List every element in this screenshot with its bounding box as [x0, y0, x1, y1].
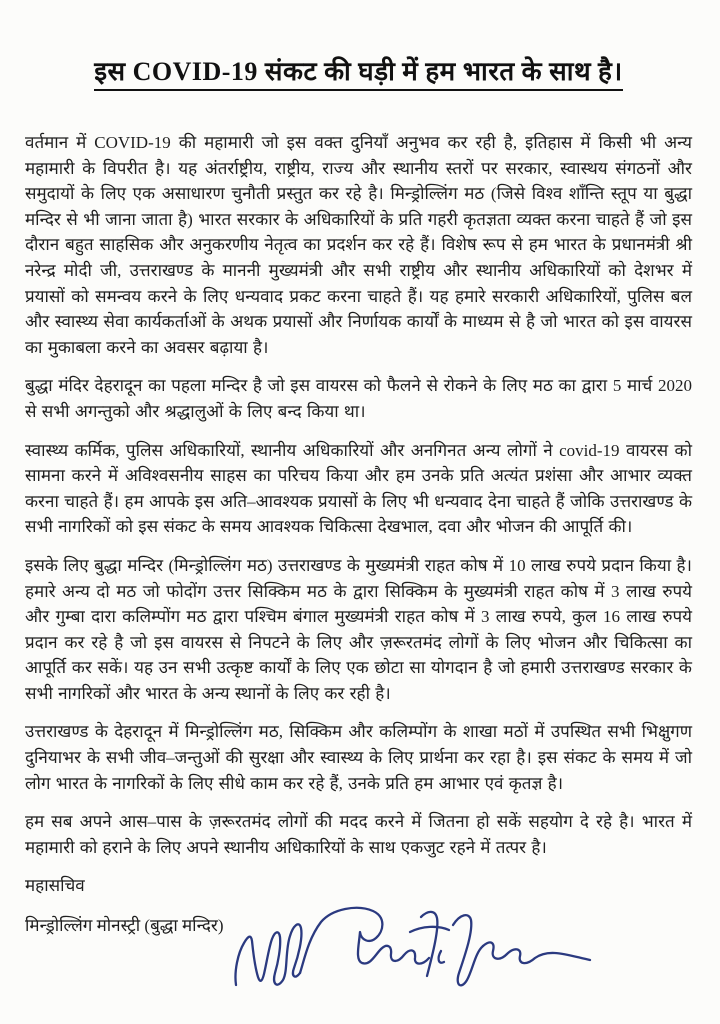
letter-paragraph-6: हम सब अपने आस–पास के ज़रूरतमंद लोगों की मदद करने में जितना हो सकें सहयोग दे रहे है। भारत में महामारी को हराने के लिए अपने स्थानीय अधिकारियों के साथ एकजुट रहने में तत्पर है। [25, 812, 692, 857]
signoff-role: महासचिव [25, 876, 85, 896]
letter-paragraph-5: उत्तराखण्ड के देहरादून में मिन्ड्रोल्लिंग मठ, सिक्किम और कलिम्पोंग के शाखा मठों में उपस्थित सभी भिक्षुगण दुनियाभर के सभी जीव–जन्तुओं की सुरक्षा और स्वास्थ्य के लिए प्रार्थना कर रहा है। इस संकट के समय में जो लोग भारत के नागरिकों के लिए सीधे काम कर रहे हैं, उनके प्रति हम आभार एवं कृतज्ञ है। [25, 722, 692, 793]
letter-title [25, 52, 692, 88]
letter-paragraph-1: वर्तमान में COVID-19 की महामारी जो इस वक्त दुनियाँ अनुभव कर रही है, इतिहास में किसी भी अन्य महामारी के विपरीत है। यह अंतर्राष्ट्रीय, राष्ट्रीय, राज्य और स्थानीय स्तरों पर सरकार, स्वास्थय संगठनों और समुदायों के लिए एक असाधारण चुनौती प्रस्तुत कर रहे है। मिन्ड्रोल्लिंग मठ (जिसे विश्व शाँन्ति स्तूप या बुद्धा मन्दिर से भी जाना जाता है) भारत सरकार के अधिकारियों के प्रति गहरी कृतज्ञता व्यक्त करना चाहते हैं जो इस दौरान बहुत साहसिक और अनुकरणीय नेतृत्व का प्रदर्शन कर रहे हैं। विशेष रूप से हम भारत के प्रधानमंत्री श्री नरेन्द्र मोदी जी, उत्तराखण्ड के माननी मुख्यमंत्री और सभी राष्ट्रीय और स्थानीय अधिकारियों को देशभर में प्रयासों को समन्वय करने के लिए धन्यवाद प्रकट करना चाहते हैं। यह हमारे सरकारी अधिकारियों, पुलिस बल और स्वास्थ्य सेवा कार्यकर्ताओं के अथक प्रयासों और निर्णायक कार्यों के माध्यम से है जो भारत को इस वायरस का मुकाबला करने का अवसर बढ़ाया है। [25, 133, 692, 357]
letter-paragraph-3: स्वास्थ्य कर्मिक, पुलिस अधिकारियों, स्थानीय अधिकारियों और अनगिनत अन्य लोगों ने covid-19 वायरस को सामना करने में अविश्वसनीय साहस का परिचय किया और हम उनके प्रति अत्यंत प्रशंसा और आभार व्यक्त करना चाहते हैं। हम आपके इस अति–आवश्यक प्रयासों के लिए भी धन्यवाद देना चाहते हैं जोकि उत्तराखण्ड के सभी नागरिकों को इस संकट के समय आवश्यक चिकित्सा देखभाल, दवा और भोजन की आपूर्ति की। [25, 440, 692, 537]
signoff-organization: मिन्ड्रोल्लिंग मोनस्ट्री (बुद्धा मन्दिर) [25, 916, 224, 936]
letter-content [25, 0, 692, 939]
letter-paragraph-2: बुद्धा मंदिर देहरादून का पहला मन्दिर है जो इस वायरस को फैलने से रोकने के लिए मठ का द्वारा 5 मार्च 2020 से सभी अगन्तुको और श्रद्धालुओं के लिए बन्द किया था। [25, 376, 692, 421]
letter-title-text: इस COVID-19 संकट की घड़ी में हम भारत के साथ है। [94, 57, 622, 91]
letter-paragraph-4: इसके लिए बुद्धा मन्दिर (मिन्ड्रोल्लिंग मठ) उत्तराखण्ड के मुख्यमंत्री राहत कोष में 10 लाख रुपये प्रदान किया है। हमारे अन्य दो मठ जो फोदोंग उत्तर सिक्किम मठ के द्वारा सिक्किम के मुख्यमंत्री राहत कोष में 3 लाख रुपये और गुम्बा दारा कलिम्पोंग मठ द्वारा पश्चिम बंगाल मुख्यमंत्री राहत कोष में 3 लाख रुपये, कुल 16 लाख रुपये प्रदान कर रहे है जो इस वायरस से निपटने के लिए और ज़रूरतमंद लोगों के लिए भोजन और चिकित्सा का आपूर्ति कर सकें। यह उन सभी उत्कृष्ट कार्यों के लिए एक छोटा सा योगदान है जो हमारी उत्तराखण्ड सरकार के सभी नागरिकों और भारत के अन्य स्थानों के लिए कर रही है। [25, 555, 692, 703]
letter-body [25, 130, 692, 860]
